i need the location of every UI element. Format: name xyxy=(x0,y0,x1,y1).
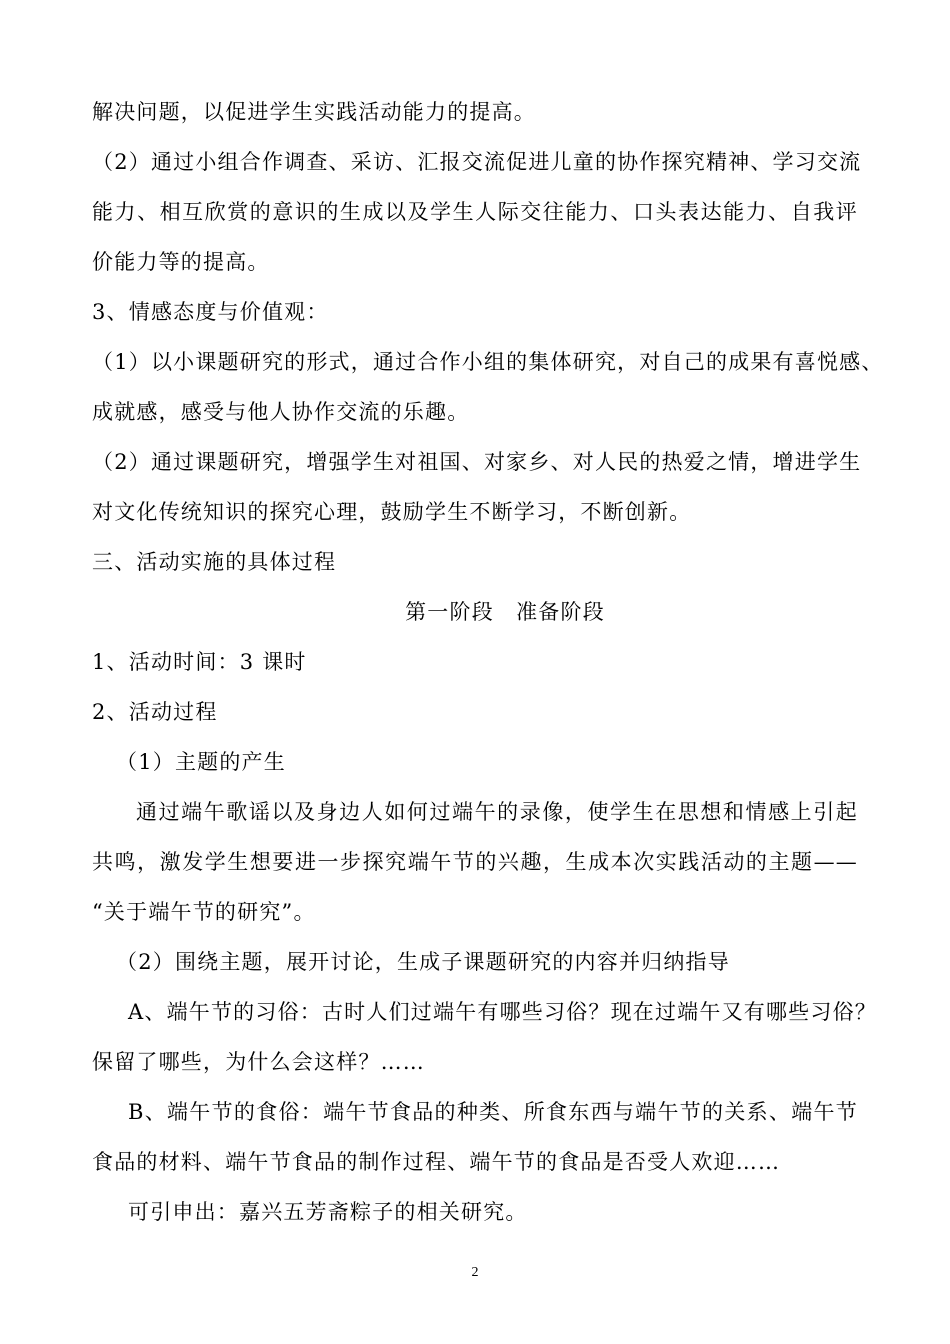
section-heading: 3、情感态度与价值观： xyxy=(92,300,329,324)
paragraph-line: 可引申出：嘉兴五芳斋粽子的相关研究。 xyxy=(128,1200,528,1224)
paragraph-line: 通过端午歌谣以及身边人如何过端午的录像，使学生在思想和情感上引起 xyxy=(136,800,858,824)
paragraph-line: 食品的材料、端午节食品的制作过程、端午节的食品是否受人欢迎…… xyxy=(92,1150,781,1174)
paragraph-line: 价能力等的提高。 xyxy=(92,250,270,274)
paragraph-line: 1、活动时间：3 课时 xyxy=(92,650,307,674)
paragraph-line: （2）通过小组合作调查、采访、汇报交流促进儿童的协作探究精神、学习交流 xyxy=(92,150,862,174)
paragraph-line: B、端午节的食俗：端午节食品的种类、所食东西与端午节的关系、端午节 xyxy=(128,1100,858,1124)
paragraph-line: A、端午节的习俗：古时人们过端午有哪些习俗？现在过端午又有哪些习俗？ xyxy=(128,1000,877,1024)
paragraph-line: “关于端午节的研究”。 xyxy=(92,900,316,924)
paragraph-line: 解决问题，以促进学生实践活动能力的提高。 xyxy=(92,100,536,124)
paragraph-line: （2）通过课题研究，增强学生对祖国、对家乡、对人民的热爱之情，增进学生 xyxy=(92,450,862,474)
paragraph-line: 共鸣，激发学生想要进一步探究端午节的兴趣，生成本次实践活动的主题—— xyxy=(92,850,858,874)
paragraph-line: 能力、相互欣赏的意识的生成以及学生人际交往能力、口头表达能力、自我评 xyxy=(92,200,858,224)
paragraph-line: 成就感，感受与他人协作交流的乐趣。 xyxy=(92,400,470,424)
paragraph-line: （1）主题的产生 xyxy=(116,750,286,774)
paragraph-line: 2、活动过程 xyxy=(92,700,218,724)
section-heading: 三、活动实施的具体过程 xyxy=(92,550,337,574)
stage-title: 第一阶段 准备阶段 xyxy=(405,600,605,624)
paragraph-line: （2）围绕主题，展开讨论，生成子课题研究的内容并归纳指导 xyxy=(116,950,730,974)
paragraph-line: （1）以小课题研究的形式，通过合作小组的集体研究，对自己的成果有喜悦感、 xyxy=(92,350,884,374)
paragraph-line: 保留了哪些，为什么会这样？…… xyxy=(92,1050,425,1074)
paragraph-line: 对文化传统知识的探究心理，鼓励学生不断学习，不断创新。 xyxy=(92,500,692,524)
page-number: 2 xyxy=(471,1265,479,1280)
